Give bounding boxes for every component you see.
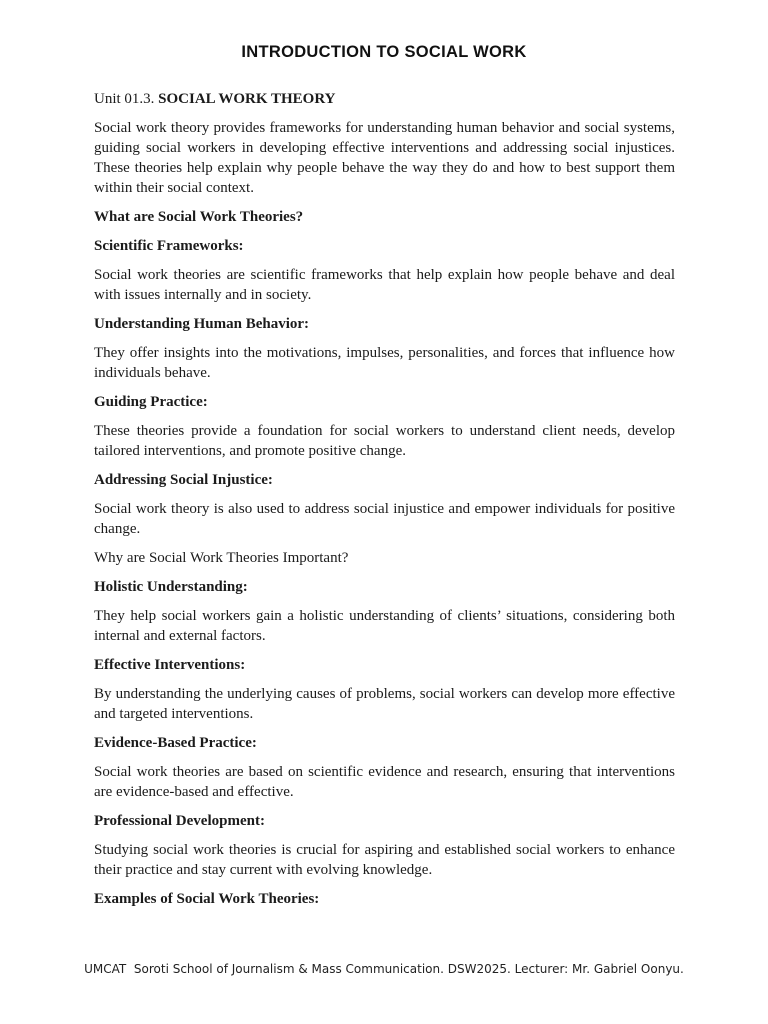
paragraph: By understanding the underlying causes of problems, social workers can develop more effective and targeted interventions. xyxy=(94,686,675,722)
section-heading: Guiding Practice: xyxy=(94,394,208,410)
paragraph: They help social workers gain a holistic understanding of clients’ situations, considering both internal and external factors. xyxy=(94,608,675,644)
section-heading: Evidence-Based Practice: xyxy=(94,735,257,751)
section-heading: Effective Interventions: xyxy=(94,657,246,673)
paragraph: Social work theory is also used to address social injustice and empower individuals for positive change. xyxy=(94,501,675,537)
section-heading: Understanding Human Behavior: xyxy=(94,316,310,332)
paragraph: They offer insights into the motivations, impulses, personalities, and forces that influence how individuals behave. xyxy=(94,345,675,381)
page-title: INTRODUCTION TO SOCIAL WORK xyxy=(241,43,527,61)
paragraph: Social work theories are scientific frameworks that help explain how people behave and deal with issues internally and in society. xyxy=(94,267,675,303)
unit-number: Unit 01.3. xyxy=(94,91,159,107)
paragraph: These theories provide a foundation for social workers to understand client needs, develop tailored interventions, and promote positive change. xyxy=(94,423,675,459)
paragraph: Studying social work theories is crucial for aspiring and established social workers to enhance their practice and stay current with evolving knowledge. xyxy=(94,842,675,878)
document-content xyxy=(0,62,768,909)
unit-heading xyxy=(94,89,675,109)
section-heading: Examples of Social Work Theories: xyxy=(94,891,320,907)
section-heading: Holistic Understanding: xyxy=(94,579,248,595)
unit-title: SOCIAL WORK THEORY xyxy=(158,91,336,107)
section-heading: Scientific Frameworks: xyxy=(94,238,244,254)
paragraph: Social work theory provides frameworks for understanding human behavior and social systems, guiding social workers in developing effective interventions and addressing social injustices. These theories help explain why people behave the way they do and how to best support them within their social context. xyxy=(94,120,675,196)
paragraph: Why are Social Work Theories Important? xyxy=(94,550,349,566)
section-heading: Professional Development: xyxy=(94,813,265,829)
section-heading: What are Social Work Theories? xyxy=(94,209,304,225)
footer-text: UMCAT Soroti School of Journalism & Mass Communication. DSW2025. Lecturer: Mr. Gabriel Oonyu. xyxy=(84,962,684,976)
document-body xyxy=(94,118,675,909)
section-heading: Addressing Social Injustice: xyxy=(94,472,273,488)
paragraph: Social work theories are based on scientific evidence and research, ensuring that interventions are evidence-based and effective. xyxy=(94,764,675,800)
